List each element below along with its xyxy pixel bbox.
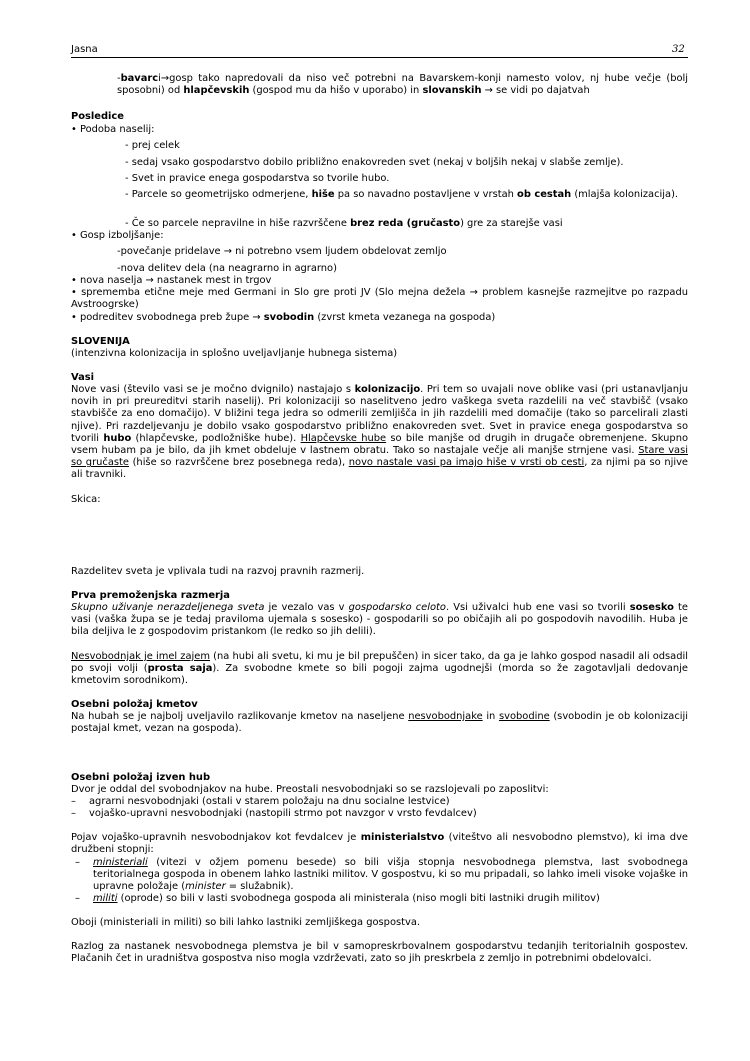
heading-slovenija: SLOVENIJA [71, 336, 130, 347]
dash-item: -nova delitev dela (na neagrarno in agrarno) [117, 263, 337, 274]
document-page: Jasna 32 -bavarci→gosp tako napredovali da niso več potrebni na Bavarskem-konji namesto volov, nj hube večje (bolj sposobni) od hlapčevskih (gospod mu da hišo v uporabo) in slovanskih → se vidi po dajatvah Posledice • Podoba naselij: - prej celek - sedaj vsako gospodarstvo dobilo približno enakovreden svet (nekaj v boljših nekaj v slabše zemlje). - Svet in pravice enega gospodarstva so tvorile hubo. - Parcele so geometrijsko odmerjene, hiše pa so navadno postavljene v vrstah ob cestah (mlajša kolonizacija). - Če so parcele nepravilne in hiše razvrščene brez reda (gručasto) gre za starejše vasi • Gosp izboljšanje: -povečanje pridelave → ni potrebno vsem ljudem obdelovat zemljo -nova delitev dela (na neagrarno in agrarno) • nova naselja → nastanek mest in trgov • sprememba etične meje med Germani in Slo gre proti JV (Slo mejna dežela → problem kasnejše razmejitve po razpadu Avstroogrske) • podreditev svobodnega preb župe → svobodin (zvrst kmeta vezanega na gospoda) SLOVENIJA (intenzivna kolonizacija in splošno uveljavljanje hubnega sistema) Vasi Nove vasi (število vasi se je močno dvignilo) nastajajo s kolonizacijo. Pri tem so uvajali nove oblike vasi (pri ustanavljanju novih in pri preureditvi starih naselij). Pri kolonizaciji so naselitveno jedro vaškega sveta razdelili na več stavbišč (vsako stavbišče za eno domačijo). V bližini tega jedra so odmerili zemljišča in jih razdelili med domačije (tako so parcelirali zlasti njive). Pri razdeljevanju je dobilo vsako gospodarstvo približno enakovreden svet. Svet in pravice enega gospodarstva so tvorili hubo (hlapčevske, podložniške hube). Hlapčevske hube so bile manjše od drugih in drugače obremenjene. Skupno vsem hubam pa je bilo, da jih kmet obdeluje v lastnem obratu. Tako so nastajale večje ali manjše strnjene vasi. Stare vasi so gručaste (hiše so razvrščene brez posebnega reda), novo nastale vasi pa imajo hiše v vrsti ob cesti, za njimi pa so njive ali travniki. Skica: Razdelitev sveta je vplivala tudi na razvoj pravnih razmerij. Prva premoženjska razmerja Skupno uživanje nerazdeljenega sveta je vezalo vas v gospodarsko celoto. Vsi uživalci hub ene vasi so tvorili sosesko te vasi (vaška župa se je tedaj praviloma ujemala s sosesko) - gospodarili so po običajih ali po gospodovih navodilih. Huba je bila deljiva le z gospodovim pristankom (le redko so jih delili). Nesvobodnjak je imel zajem (na hubi ali svetu, ki mu je bil prepuščen) in sicer tako, da ga je lahko gospod nasadil ali odsadil po svoji volji (prosta saja). Za svobodne kmete so bili pogoji zajma ugodnejši (morda so že zagotavljali dedovanje kmetovim sorodnikom). Osebni položaj kmetov Na hubah se je najbolj uveljavilo razlikovanje kmetov na naseljene nesvobodnjake in svobodine (svobodin je ob kolonizaciji postajal kmet, vezan na gospoda). Osebni položaj izven hub Dvor je oddal del svobodnjakov na hube. Preostali nesvobodnjaki so se razslojevali po zaposlitvi: – agrarni nesvobodnjaki (ostali v starem položaju na dnu socialne lestvice) – vojaško-upravni nesvobodnjaki (nastopili strmo pot navzgor v vrsto fevdalcev) Pojav vojaško-upravnih nesvobodnjakov kot fevdalcev je ministerialstvo (viteštvo ali nesvobodno plemstvo), ki ima dve družbeni stopnji: – ministeriali (vitezi v ožjem pomenu besede) so bili višja stopnja nesvobodnega plemstva, last svobodnega teritorialnega gospoda in obenem lahko lastniki militov. V gospostvu, ki so mu pripadali, so lahko imeli visoke vojaške in upravne položaje (minister = služabnik). – militi (oprode) so bili v lasti svobodnega gospoda ali ministerala (niso mogli biti lastniki drugih militov) Oboji (ministeriali in militi) so bili lahko lastniki zemljiškega gospostva. Razlog za nastanek nesvobodnega plemstva je bil v samopreskrbovalnem gospodarstvu tedanjih teritorialnih gospostev. Plačanih čet in uradništva gospostva niso mogla vzdrževati, zato so jih preskrbela z zemljo in potrebnimi obdelovalci. [71, 44, 689, 965]
dash-item: - Parcele so geometrijsko odmerjene, hiše pa so navadno postavljene v vrstah ob cestah (mlajša kolonizacija). [125, 189, 679, 200]
intro-paragraph: -bavarci→gosp tako napredovali da niso več potrebni na Bavarskem-konji namesto volov, nj hube večje (bolj sposobni) od hlapčevskih (gospod mu da hišo v uporabo) in slovanskih → se vidi po dajatvah [117, 73, 688, 97]
skica-label: Skica: [71, 494, 101, 505]
heading-posledice: Posledice [71, 111, 124, 122]
prva-paragraph-1: Skupno uživanje nerazdeljenega sveta je vezalo vas v gospodarsko celoto. Vsi uživalci hub ene vasi so tvorili sosesko te vasi (vaška župa se je tedaj praviloma ujemala s sosesko) - gospodarili so po običajih ali po gospodovih navodilih. Huba je bila deljiva le z gospodovim pristankom (le redko so jih delili). [71, 602, 688, 638]
vasi-paragraph: Nove vasi (število vasi se je močno dvignilo) nastajajo s kolonizacijo. Pri tem so uvajali nove oblike vasi (pri ustanavljanju novih in pri preureditvi starih naselij). Pri kolonizaciji so naselitveno jedro vaškega sveta razdelili na več stavbišč (vsako stavbišče za eno domačijo). V bližini tega jedra so odmerili zemljišča in jih razdelili med domačije (tako so parcelirali zlasti njive). Pri razdeljevanju je dobilo vsako gospodarstvo približno enakovreden svet. Svet in pravice enega gospodarstva so tvorili hubo (hlapčevske, podložniške hube). Hlapčevske hube so bile manjše od drugih in drugače obremenjene. Skupno vsem hubam pa je bilo, da jih kmet obdeluje v lastnem obratu. Tako so nastajale večje ali manjše strnjene vasi. Stare vasi so gručaste (hiše so razvrščene brez posebnega reda), novo nastale vasi pa imajo hiše v vrsti ob cesti, za njimi pa so njive ali travniki. [71, 384, 689, 481]
osebni-kmetov-paragraph: Na hubah se je najbolj uveljavilo razlikovanje kmetov na naseljene nesvobodnjake in svobodine (svobodin je ob kolonizaciji postajal kmet, vezan na gospoda). [71, 711, 688, 735]
dash-item: - Če so parcele nepravilne in hiše razvrščene brez reda (gručasto) gre za starejše vasi [125, 218, 563, 229]
dash-item: -povečanje pridelave → ni potrebno vsem ljudem obdelovat zemljo [117, 246, 447, 257]
heading-osebni-kmetov: Osebni položaj kmetov [71, 699, 198, 710]
heading-prva-razmerja: Prva premoženjska razmerja [71, 590, 230, 601]
bullet-podreditev: • podreditev svobodnega preb župe → svobodin (zvrst kmeta vezanega na gospoda) [71, 312, 496, 323]
osebni-izven-intro: Dvor je oddal del svobodnjakov na hube. Preostali nesvobodnjaki so se razslojevali po zaposlitvi: [71, 784, 549, 795]
oboji-text: Oboji (ministeriali in militi) so bili lahko lastniki zemljiškega gospostva. [71, 917, 421, 928]
page-number: 32 [672, 44, 685, 55]
slovenija-subtitle: (intenzivna kolonizacija in splošno uveljavljanje hubnega sistema) [71, 348, 398, 359]
prva-paragraph-2: Nesvobodnjak je imel zajem (na hubi ali svetu, ki mu je bil prepuščen) in sicer tako, da ga je lahko gospod nasadil ali odsadil po svoji volji (prosta saja). Za svobodne kmete so bili pogoji zajma ugodnejši (morda so že zagotavljali dedovanje kmetovim sorodnikom). [71, 651, 688, 687]
bullet-meja: • sprememba etične meje med Germani in Slo gre proti JV (Slo mejna dežela → problem kasnejše razmejitve po razpadu Avstroogrske) [71, 287, 688, 311]
dash-item: - prej celek [125, 140, 180, 151]
header-title: Jasna [71, 44, 98, 55]
ministerialstvo-paragraph: Pojav vojaško-upravnih nesvobodnjakov kot fevdalcev je ministerialstvo (viteštvo ali nesvobodno plemstvo), ki ima dve družbeni stopnji: [71, 832, 688, 856]
heading-vasi: Vasi [71, 372, 95, 383]
bullet-naselja: • nova naselja → nastanek mest in trgov [71, 275, 272, 286]
dash-item: - Svet in pravice enega gospodarstva so tvorile hubo. [125, 173, 390, 184]
dash-item: - sedaj vsako gospodarstvo dobilo približno enakovreden svet (nekaj v boljših nekaj v slabše zemlje). [125, 157, 624, 168]
heading-osebni-izven: Osebni položaj izven hub [71, 772, 211, 783]
bullet-izboljsanje: • Gosp izboljšanje: [71, 230, 164, 241]
razlog-paragraph: Razlog za nastanek nesvobodnega plemstva je bil v samopreskrbovalnem gospodarstvu tedanjih teritorialnih gospostev. Plačanih čet in uradništva gospostva niso mogla vzdrževati, zato so jih preskrbela z zemljo in potrebnimi obdelovalci. [71, 941, 688, 965]
razdelitev-text: Razdelitev sveta je vplivala tudi na razvoj pravnih razmerij. [71, 566, 365, 577]
bullet-podoba: • Podoba naselij: [71, 124, 155, 135]
header-rule [71, 57, 688, 58]
